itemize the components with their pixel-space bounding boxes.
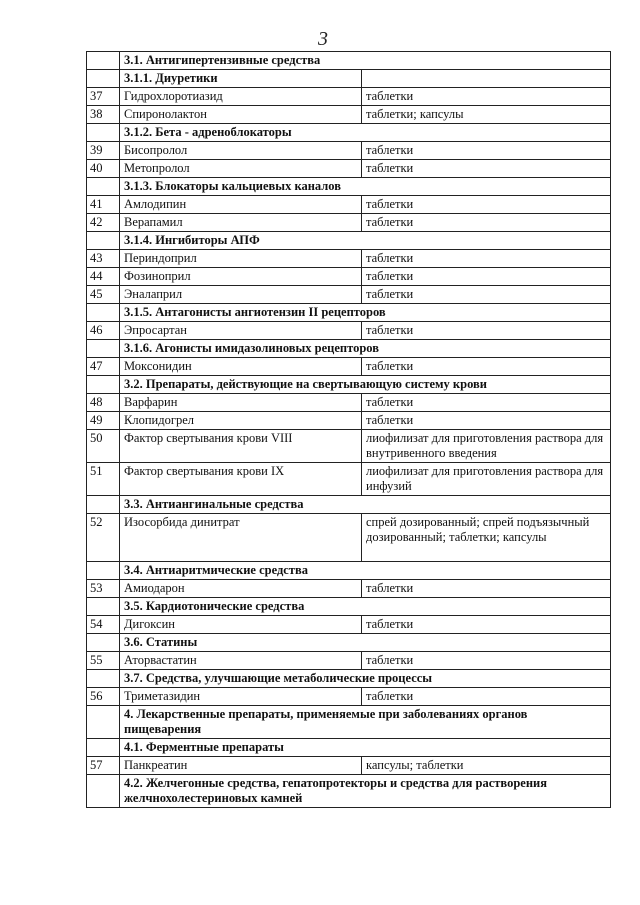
row-number: 51 (87, 463, 120, 496)
dosage-form: таблетки (362, 268, 611, 286)
drug-name: Амиодарон (120, 580, 362, 598)
row-number: 37 (87, 88, 120, 106)
section-header-row (87, 232, 611, 250)
table-row (87, 463, 611, 496)
table-row (87, 688, 611, 706)
table-row (87, 322, 611, 340)
section-title: 3.1.1. Диуретики (120, 70, 362, 88)
empty-form-cell (362, 70, 611, 88)
table-row (87, 160, 611, 178)
section-header-row (87, 706, 611, 739)
dosage-form: таблетки (362, 322, 611, 340)
dosage-form: таблетки (362, 214, 611, 232)
table-row (87, 286, 611, 304)
drug-name: Эналаприл (120, 286, 362, 304)
empty-number-cell (87, 670, 120, 688)
section-title: 3.6. Статины (120, 634, 611, 652)
empty-number-cell (87, 739, 120, 757)
empty-number-cell (87, 376, 120, 394)
row-number: 40 (87, 160, 120, 178)
section-title: 3.1.3. Блокаторы кальциевых каналов (120, 178, 611, 196)
row-number: 43 (87, 250, 120, 268)
table-row (87, 394, 611, 412)
empty-number-cell (87, 340, 120, 358)
dosage-form: таблетки (362, 142, 611, 160)
section-title: 4.1. Ферментные препараты (120, 739, 611, 757)
table-row (87, 214, 611, 232)
dosage-form: таблетки (362, 394, 611, 412)
empty-number-cell (87, 775, 120, 808)
section-header-row (87, 562, 611, 580)
drug-name: Периндоприл (120, 250, 362, 268)
dosage-form: таблетки; капсулы (362, 106, 611, 124)
section-header-row (87, 598, 611, 616)
row-number: 42 (87, 214, 120, 232)
section-header-row (87, 52, 611, 70)
dosage-form: капсулы; таблетки (362, 757, 611, 775)
medicines-table (86, 51, 611, 808)
dosage-form: таблетки (362, 652, 611, 670)
table-row (87, 430, 611, 463)
drug-name: Верапамил (120, 214, 362, 232)
table-row (87, 757, 611, 775)
row-number: 49 (87, 412, 120, 430)
section-header-row (87, 178, 611, 196)
row-number: 56 (87, 688, 120, 706)
section-title: 3.1.2. Бета - адреноблокаторы (120, 124, 611, 142)
dosage-form: лиофилизат для приготовления раствора для внутривенного введения (362, 430, 611, 463)
section-title: 3.3. Антиангинальные средства (120, 496, 611, 514)
drug-name: Фозиноприл (120, 268, 362, 286)
dosage-form: таблетки (362, 286, 611, 304)
dosage-form: таблетки (362, 616, 611, 634)
row-number: 48 (87, 394, 120, 412)
empty-number-cell (87, 598, 120, 616)
drug-name: Фактор свертывания крови VIII (120, 430, 362, 463)
dosage-form: таблетки (362, 88, 611, 106)
drug-name: Амлодипин (120, 196, 362, 214)
section-title: 3.1.5. Антагонисты ангиотензин II рецепторов (120, 304, 611, 322)
row-number: 39 (87, 142, 120, 160)
table-row (87, 616, 611, 634)
section-title: 3.2. Препараты, действующие на свертывающую систему крови (120, 376, 611, 394)
dosage-form: таблетки (362, 160, 611, 178)
section-title: 4.2. Желчегонные средства, гепатопротекторы и средства для растворения желчнохолестериновых камней (120, 775, 611, 808)
drug-name: Панкреатин (120, 757, 362, 775)
empty-number-cell (87, 496, 120, 514)
empty-number-cell (87, 562, 120, 580)
dosage-form: таблетки (362, 412, 611, 430)
section-header-row (87, 496, 611, 514)
table-row (87, 106, 611, 124)
row-number: 54 (87, 616, 120, 634)
drug-name: Спиронолактон (120, 106, 362, 124)
drug-name: Аторвастатин (120, 652, 362, 670)
section-header-row (87, 739, 611, 757)
section-header-row (87, 775, 611, 808)
empty-number-cell (87, 634, 120, 652)
empty-number-cell (87, 124, 120, 142)
section-title: 4. Лекарственные препараты, применяемые при заболеваниях органов пищеварения (120, 706, 611, 739)
section-header-row (87, 124, 611, 142)
table-row (87, 250, 611, 268)
section-title: 3.1. Антигипертензивные средства (120, 52, 611, 70)
dosage-form: таблетки (362, 688, 611, 706)
page-number: 3 (318, 28, 328, 50)
drug-name: Варфарин (120, 394, 362, 412)
row-number: 45 (87, 286, 120, 304)
table-row (87, 88, 611, 106)
drug-name: Клопидогрел (120, 412, 362, 430)
section-title: 3.5. Кардиотонические средства (120, 598, 611, 616)
section-header-row (87, 670, 611, 688)
drug-name: Дигоксин (120, 616, 362, 634)
section-header-row (87, 340, 611, 358)
table-body (87, 52, 611, 808)
drug-name: Метопролол (120, 160, 362, 178)
drug-name: Гидрохлоротиазид (120, 88, 362, 106)
row-number: 47 (87, 358, 120, 376)
dosage-form: спрей дозированный; спрей подъязычный дозированный; таблетки; капсулы (362, 514, 611, 562)
subsection-header-row (87, 70, 611, 88)
drug-name: Моксонидин (120, 358, 362, 376)
empty-number-cell (87, 232, 120, 250)
table-row (87, 358, 611, 376)
section-title: 3.7. Средства, улучшающие метаболические процессы (120, 670, 611, 688)
section-title: 3.1.4. Ингибиторы АПФ (120, 232, 611, 250)
row-number: 55 (87, 652, 120, 670)
row-number: 44 (87, 268, 120, 286)
dosage-form: таблетки (362, 358, 611, 376)
empty-number-cell (87, 52, 120, 70)
row-number: 53 (87, 580, 120, 598)
section-header-row (87, 304, 611, 322)
table-row (87, 412, 611, 430)
row-number: 52 (87, 514, 120, 562)
empty-number-cell (87, 70, 120, 88)
table-row (87, 268, 611, 286)
table-row (87, 514, 611, 562)
drug-name: Бисопролол (120, 142, 362, 160)
section-title: 3.4. Антиаритмические средства (120, 562, 611, 580)
dosage-form: таблетки (362, 196, 611, 214)
table-row (87, 142, 611, 160)
drug-name: Изосорбида динитрат (120, 514, 362, 562)
dosage-form: лиофилизат для приготовления раствора для инфузий (362, 463, 611, 496)
table-row (87, 196, 611, 214)
drug-name: Фактор свертывания крови IX (120, 463, 362, 496)
table-row (87, 580, 611, 598)
section-header-row (87, 376, 611, 394)
drug-name: Эпросартан (120, 322, 362, 340)
row-number: 38 (87, 106, 120, 124)
drug-name: Триметазидин (120, 688, 362, 706)
row-number: 50 (87, 430, 120, 463)
row-number: 57 (87, 757, 120, 775)
dosage-form: таблетки (362, 580, 611, 598)
empty-number-cell (87, 706, 120, 739)
dosage-form: таблетки (362, 250, 611, 268)
section-title: 3.1.6. Агонисты имидазолиновых рецепторов (120, 340, 611, 358)
row-number: 41 (87, 196, 120, 214)
row-number: 46 (87, 322, 120, 340)
section-header-row (87, 634, 611, 652)
empty-number-cell (87, 304, 120, 322)
table-row (87, 652, 611, 670)
empty-number-cell (87, 178, 120, 196)
